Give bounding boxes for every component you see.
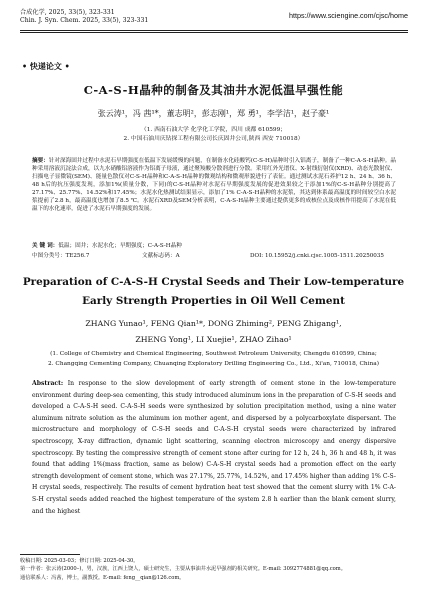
keywords-cn-text: 低温；固井；水泥水化；早期强度；C-A-S-H晶种	[58, 243, 182, 249]
doi-link[interactable]: DOI: 10.15952/j.cnki.cjsc.1005-1511.20250035	[250, 253, 384, 259]
title-en-line1: Preparation of C-A-S-H Crystal Seeds and Their Low-temperature	[22, 276, 405, 288]
abstract-cn-label: 摘要：	[32, 158, 49, 164]
abstract-cn-text: 针对深海固井过程中水泥石早期强度在低温下发展缓慢的问题，在制备水化硅酸钙(C-S-H)晶种时引入铝离子，制备了一种C-A-S-H晶种。晶种采用溶液沉淀法合成，以九水硝酸铝溶液作为铝离子母液，通过聚羧酸分散剂进行分散。采用红外光谱仪、X-射线衍射仪(XRD)、动态光散射仪、扫描电子显微镜(SEM)、能量色散仪对C-S-H晶种和C-A-S-H晶种的微观结构和微观形貌进行了表征。通过测试水泥石养护12 h、24 h、36 h、48 h后的抗压强度发现，添加1%(质量分数，下同)的C-S-H晶种对水泥石早期强度发展的促进效果较之于添加1%的C-S-H晶种分别提高了27.17%、25.77%、14.52%和17.45%；水泥水化热测试结果显示，添加了1% C-A-S-H晶种的水泥浆，其达到体系最高温度的时间较空白水泥浆提前了2.8 h，最高温度也增加了8.5 ℃。水泥石XRD及SEM分析表明，C-A-S-H晶种主要通过提供更多的成核位点及成核作用提高了水泥在低温下的水化速率，促进了水泥石早期强度的发展。	[32, 158, 396, 213]
abstract-cn	[32, 157, 396, 213]
authors-cn: 张云涛¹，冯 茜¹*，董志明²，彭志刚¹，郑 勇¹，李学洁¹，赵子豪¹	[97, 109, 330, 118]
affiliation-cn-2: 2. 中国石油川庆钻探工程有限公司长庆固井公司,陕西 西安 710018）	[123, 136, 304, 142]
clc-number: 中图分类号：TE256.7	[32, 253, 90, 259]
footnote-contact: 通信联系人：冯茜，博士，副教授。E-mail: feng__qian@126.com。	[20, 574, 185, 581]
title-en-line2: Early Strength Properties in Oil Well Cement	[82, 295, 345, 307]
title-en	[0, 273, 427, 311]
footnote-dates: 收稿日期: 2025-03-03；修订日期: 2025-04-30。	[20, 558, 139, 564]
affiliation-en-2: 2. Changqing Cementing Company, Chuanqing Exploratory Drilling Engineering Co., Ltd., Xi'an, 710018, China)	[48, 361, 379, 367]
authors-en	[0, 316, 427, 348]
authors-en-line2: ZHENG Yong¹, LI Xuejie¹, ZHAO Zihao¹	[135, 335, 292, 344]
header-rule	[20, 30, 408, 31]
journal-citation-en: Chin. J. Syn. Chem. 2025, 33(5), 323-331	[20, 17, 149, 24]
footnote	[20, 557, 410, 582]
header-rule-thin	[20, 32, 408, 33]
journal-citation-cn: 合成化学, 2025, 33(5), 323-331	[20, 9, 115, 16]
abstract-en-label: Abstract:	[32, 380, 64, 387]
footnote-rule	[20, 554, 80, 555]
keywords-cn-label: 关 键 词：	[32, 243, 59, 249]
journal-citation	[20, 9, 148, 25]
journal-url-link[interactable]: https://www.sciengine.com/cjsc/home	[288, 11, 408, 20]
keywords-cn	[32, 242, 396, 250]
affiliation-en-1: (1. College of Chemistry and Chemical Engineering, Southwest Petroleum University, Chengdu 610599, China;	[50, 351, 377, 357]
authors-en-line1: ZHANG Yunao¹, FENG Qian¹*, DONG Zhiming², PENG Zhigang¹,	[85, 319, 342, 328]
column-tag: • 快递论文 •	[22, 61, 70, 71]
title-cn: C-A-S-H晶种的制备及其油井水泥低温早强性能	[83, 83, 344, 97]
affiliation-cn-1: （1. 西南石油大学 化学化工学院，四川 成都 610599；	[140, 127, 287, 133]
footnote-author-bio: 第一作者：张云涛(2000–)，男，汉族，江西上饶人，硕士研究生，主要从事油井水泥早强剂的相关研究。E-mail: 3092774881@qq.com。	[20, 566, 346, 573]
document-code: 文献标志码：A	[142, 253, 180, 259]
abstract-en-text: In response to the slow development of early strength of cement stone in the low-temperature environment during deep-sea cementing, this study introduced aluminum ions in the preparation of C-S-H seeds and developed a C-A-S-H seed. C-A-S-H seeds were synthesized by solution precipitation method, using a nine water aluminum nitrate solution as the aluminum ion mother agent, and dispersed by a polycarboxylate dispersant. The microstructure and morphology of C-S-H seeds and C-A-S-H crystal seeds were characterized by infrared spectroscopy, X-ray diffraction, dynamic light scattering, scanning electron microscopy and energy dispersive spectroscopy. By testing the compressive strength of cement stone after curing for 12 h, 24 h, 36 h and 48 h, it was found that adding 1%(mass fraction, same as below) C-A-S-H crystal seeds had a promotion effect on the early strength development of cement stone, which was 27.17%, 25.77%, 14.52%, and 17.45% higher than adding 1% C-S-H crystal seeds, respectively. The results of cement hydration heat test showed that the cement slurry with 1% C-A-S-H crystal seeds added reached the highest temperature of the system 2.8 h earlier than the blank cement slurry, and the highest	[32, 380, 396, 515]
abstract-en	[32, 378, 396, 517]
